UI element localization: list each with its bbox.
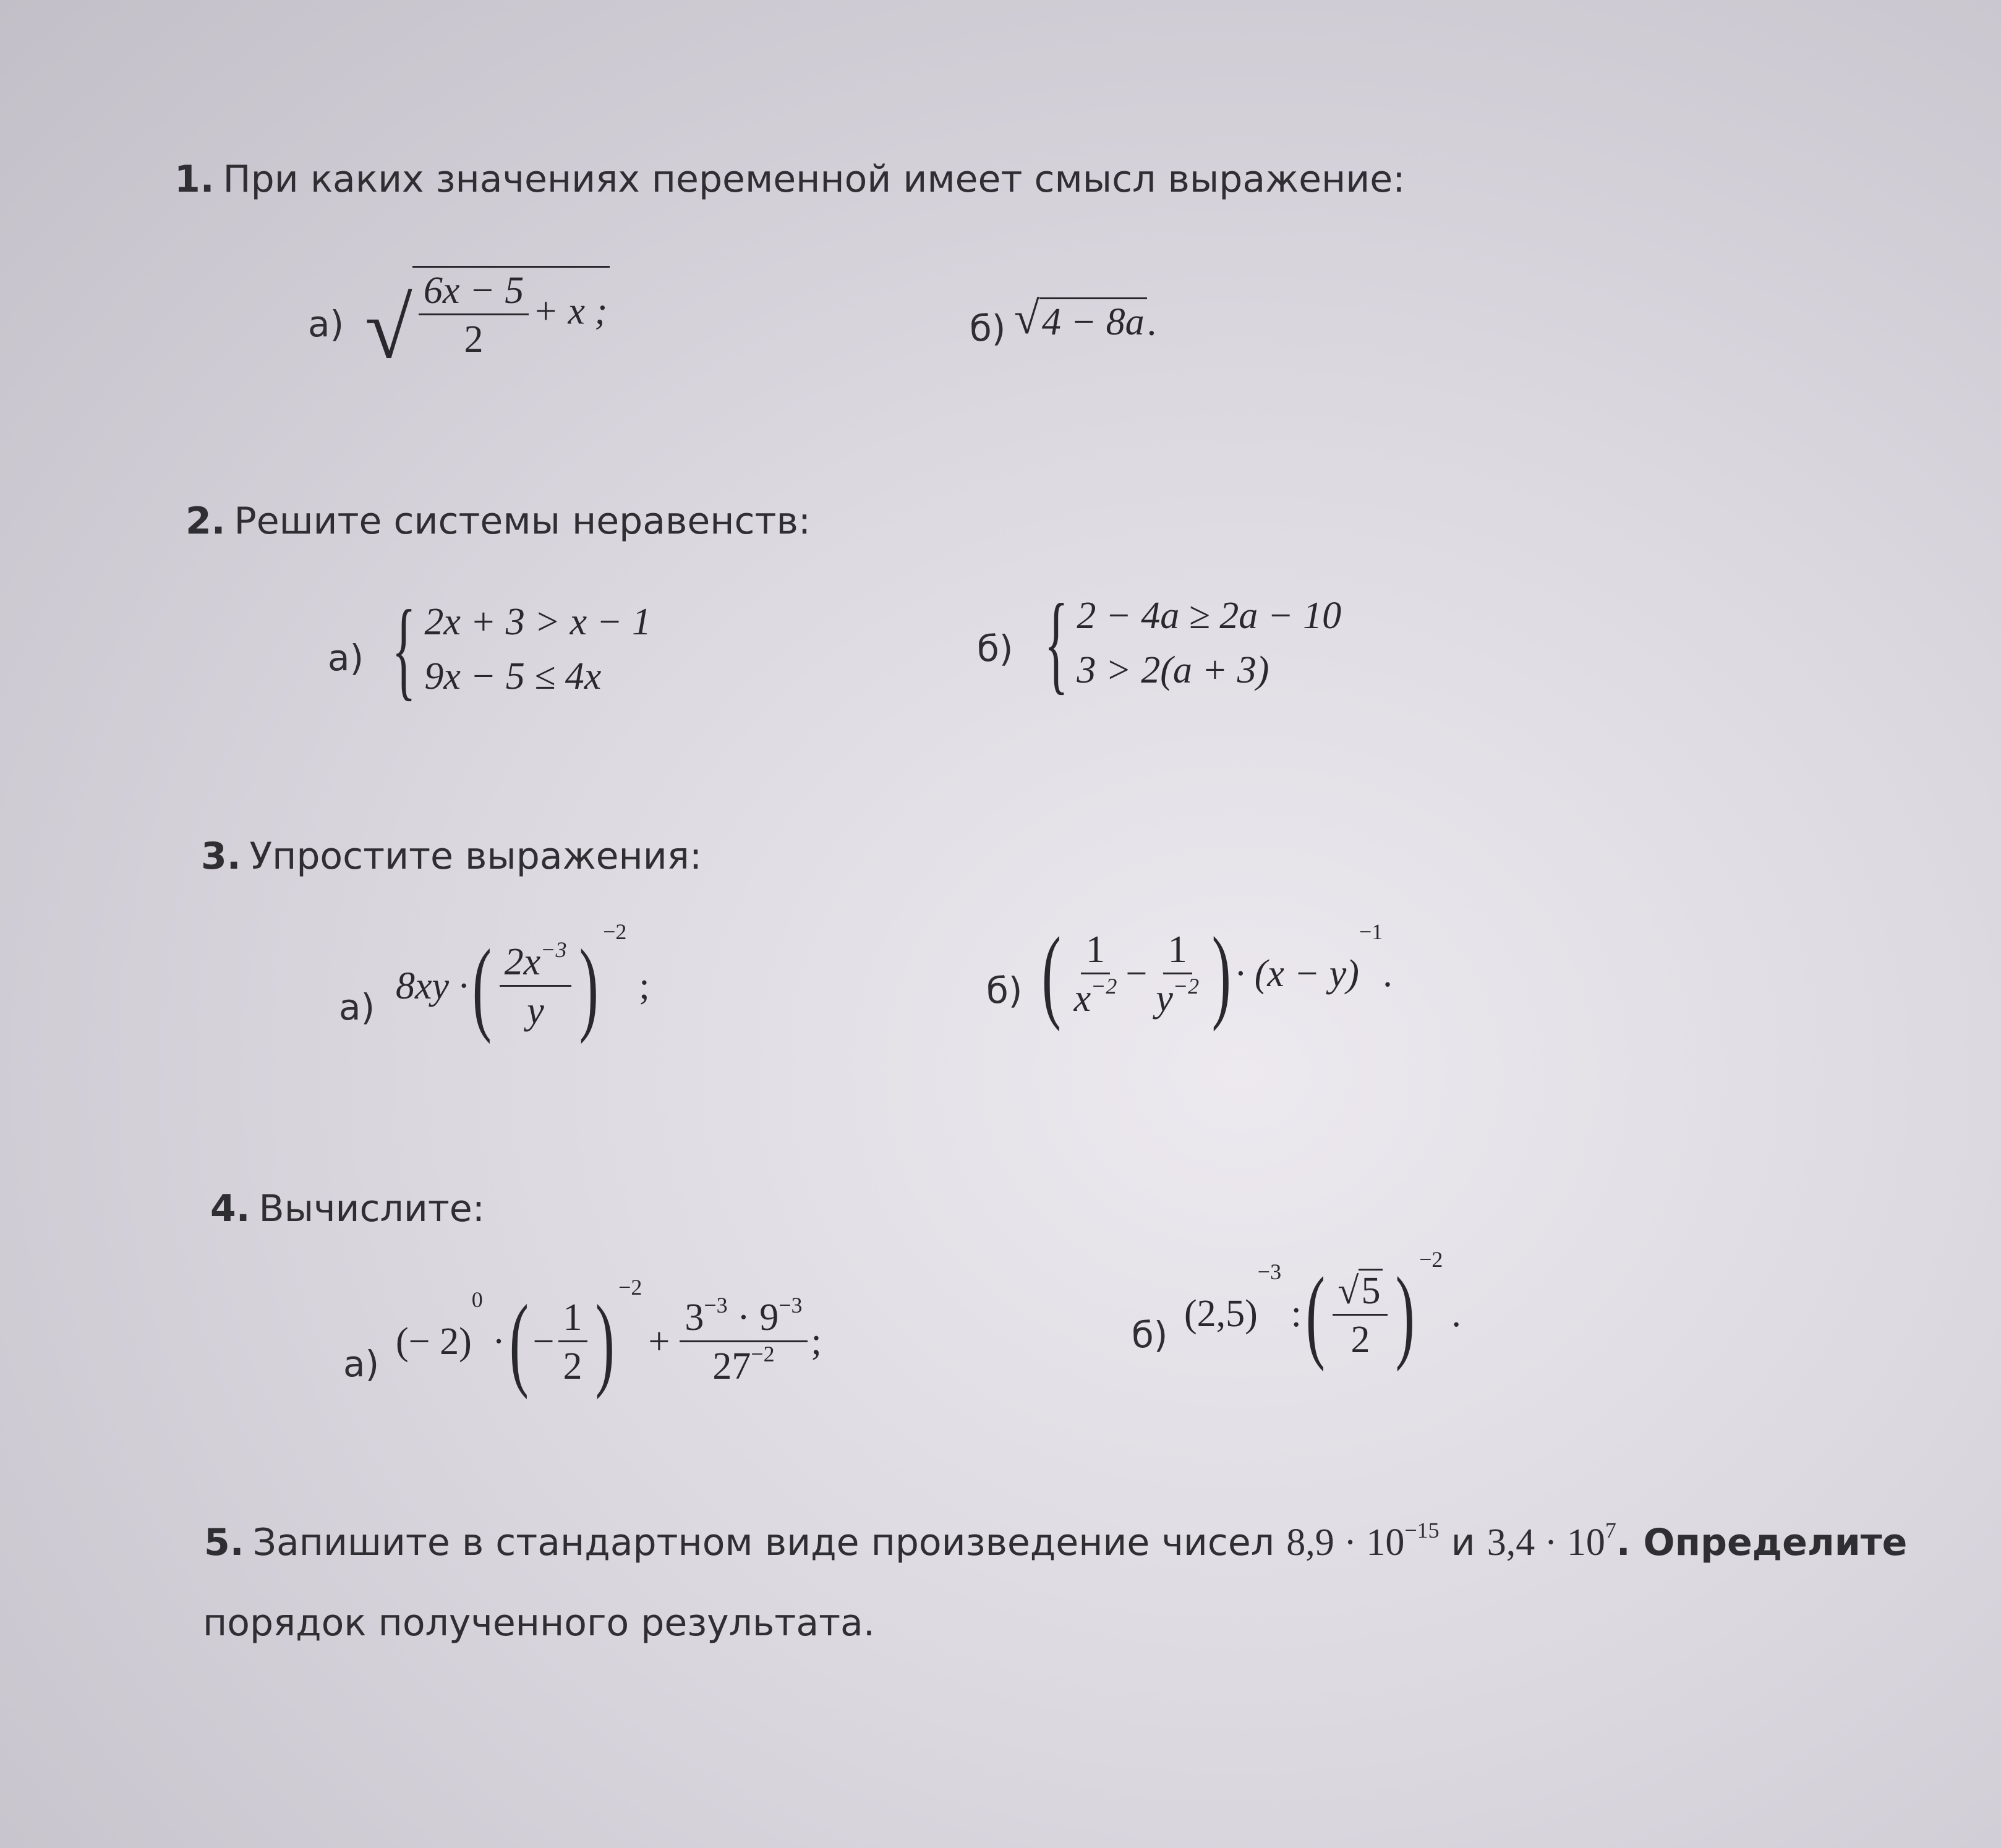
task-4a-tail: ; [811, 1321, 822, 1363]
task-3b-numerator-2: 1 [1163, 930, 1192, 974]
task-4b-outer-exp: −2 [1419, 1247, 1443, 1272]
task-4a-denominator: 2 [563, 1345, 582, 1387]
task-2b-line-2: 3 > 2(a + 3) [1077, 649, 1269, 691]
task-3-number: 3. [201, 835, 241, 878]
task-1b-radicand: 4 − 8a [1039, 297, 1147, 341]
task-4-title: Вычислите: [258, 1187, 485, 1230]
task-2a-system [377, 587, 651, 710]
task-4a-numerator: 1 [558, 1298, 587, 1342]
sqrt-icon: √ [1014, 293, 1039, 344]
task-4b-colon: : [1291, 1293, 1302, 1335]
task-2b-line-1: 2 − 4a ≥ 2a − 10 [1077, 595, 1342, 637]
task-2a-line-2: 9x − 5 ≤ 4x [424, 655, 602, 697]
right-paren-icon: ) [1396, 1256, 1415, 1372]
left-paren-icon: ( [509, 1284, 529, 1400]
task-4a-fraction-num-exp-2: −3 [779, 1292, 803, 1318]
task-4b-base-exp: −3 [1257, 1259, 1282, 1284]
task-3b-multiplier: · (x − y) [1235, 953, 1359, 995]
task-3-heading [201, 835, 702, 878]
task-4a-base: (− 2) [396, 1321, 472, 1363]
task-3a-outer-exp: −2 [603, 919, 627, 944]
brace-icon: { [391, 587, 416, 710]
task-4a-expression [396, 1275, 822, 1400]
task-3b-numerator-1: 1 [1081, 930, 1110, 974]
task-4a-fraction-num-exp-1: −3 [704, 1292, 728, 1318]
task-3a-prefix: 8xy · [396, 965, 469, 1007]
task-2-title: Решите системы неравенств: [234, 500, 811, 543]
task-1-number: 1. [174, 158, 215, 201]
task-5-number: 5. [204, 1521, 244, 1564]
task-3b-denominator-2-exp: −2 [1172, 973, 1200, 999]
task-4b-denominator: 2 [1350, 1319, 1370, 1361]
task-3a-numerator: 2x [504, 940, 541, 983]
task-4a-base-exp: 0 [471, 1287, 483, 1312]
task-4a-plus: + [648, 1321, 670, 1363]
task-4a-fraction-den-exp: −2 [751, 1341, 775, 1366]
task-3-title: Упростите выражения: [249, 835, 702, 878]
task-3b-expression [1038, 916, 1393, 1032]
task-5-number-2 [1487, 1518, 1616, 1564]
task-2b-label: б) [977, 628, 1013, 670]
sqrt-icon: √ [1338, 1270, 1359, 1312]
task-4-number: 4. [210, 1187, 250, 1230]
task-1b-tail: . [1146, 301, 1157, 344]
task-5-text-1: Запишите в стандартном виде произведение чисел [252, 1521, 1275, 1564]
right-paren-icon: ) [1211, 916, 1232, 1032]
task-1a-expression [365, 266, 610, 377]
task-3a-numerator-exp: −3 [540, 937, 567, 962]
task-4b-radicand: 5 [1359, 1269, 1383, 1310]
task-3a-tail: ; [639, 965, 650, 1007]
task-4a-fraction-num: 3 [685, 1296, 704, 1339]
task-4b-tail: . [1451, 1293, 1461, 1335]
task-2a-line-1: 2x + 3 > x − 1 [424, 601, 651, 643]
task-4a-fraction-den: 27 [712, 1345, 751, 1387]
task-2-number: 2. [186, 500, 226, 543]
task-4a-label: а) [343, 1343, 380, 1385]
right-paren-icon: ) [579, 928, 599, 1044]
brace-icon: { [1044, 581, 1069, 704]
left-paren-icon: ( [1305, 1256, 1325, 1372]
task-5-and: и [1451, 1521, 1475, 1564]
task-5-number-1-base: 8,9 · 10 [1286, 1522, 1405, 1564]
task-4b-label: б) [1132, 1314, 1168, 1356]
task-3a-expression [396, 919, 650, 1044]
task-3a-denominator: y [527, 989, 544, 1032]
task-1a-label: а) [308, 303, 344, 345]
task-1b-label: б) [970, 307, 1006, 349]
task-3b-tail: . [1383, 953, 1393, 995]
right-paren-icon: ) [595, 1284, 615, 1400]
task-4a-fraction-num-mid: · 9 [727, 1296, 779, 1339]
task-1b-expression [1014, 293, 1157, 344]
task-3b-label: б) [986, 969, 1023, 1011]
task-4a-dot: · [492, 1321, 505, 1363]
task-5-number-1-exp: −15 [1404, 1518, 1440, 1543]
task-5-line-1 [204, 1518, 1908, 1565]
task-4b-expression [1184, 1247, 1461, 1372]
task-5-number-2-base: 3,4 · 10 [1487, 1522, 1605, 1564]
task-4a-paren-exp: −2 [618, 1275, 642, 1300]
task-4b-base: (2,5) [1184, 1293, 1258, 1335]
task-3b-denominator-1: x [1073, 977, 1091, 1020]
sqrt-icon: √ [365, 281, 412, 377]
task-3b-denominator-2: y [1156, 977, 1173, 1020]
task-4-heading [210, 1187, 485, 1230]
task-1-title: При каких значениях переменной имеет смысл выражение: [223, 158, 1406, 201]
task-4a-negative: − [532, 1321, 555, 1363]
task-1a-tail: + x ; [532, 290, 608, 333]
task-2-heading [186, 500, 811, 543]
left-paren-icon: ( [1041, 916, 1061, 1032]
task-2a-label: а) [328, 637, 364, 679]
task-5-number-1 [1286, 1518, 1440, 1564]
task-3b-denominator-1-exp: −2 [1091, 973, 1117, 999]
task-1-heading [174, 158, 1405, 201]
task-3b-multiplier-exp: −1 [1359, 919, 1383, 944]
task-5-number-2-exp: 7 [1605, 1518, 1616, 1543]
task-5-text-2: . Определите [1616, 1521, 1908, 1564]
left-paren-icon: ( [472, 928, 492, 1044]
task-1a-denominator: 2 [464, 318, 484, 360]
task-2b-system [1030, 581, 1342, 704]
task-5-line-2: порядок полученного результата. [203, 1601, 875, 1645]
task-3b-minus: − [1125, 953, 1148, 995]
task-3a-label: а) [339, 986, 375, 1028]
task-1a-numerator: 6x − 5 [419, 271, 529, 315]
